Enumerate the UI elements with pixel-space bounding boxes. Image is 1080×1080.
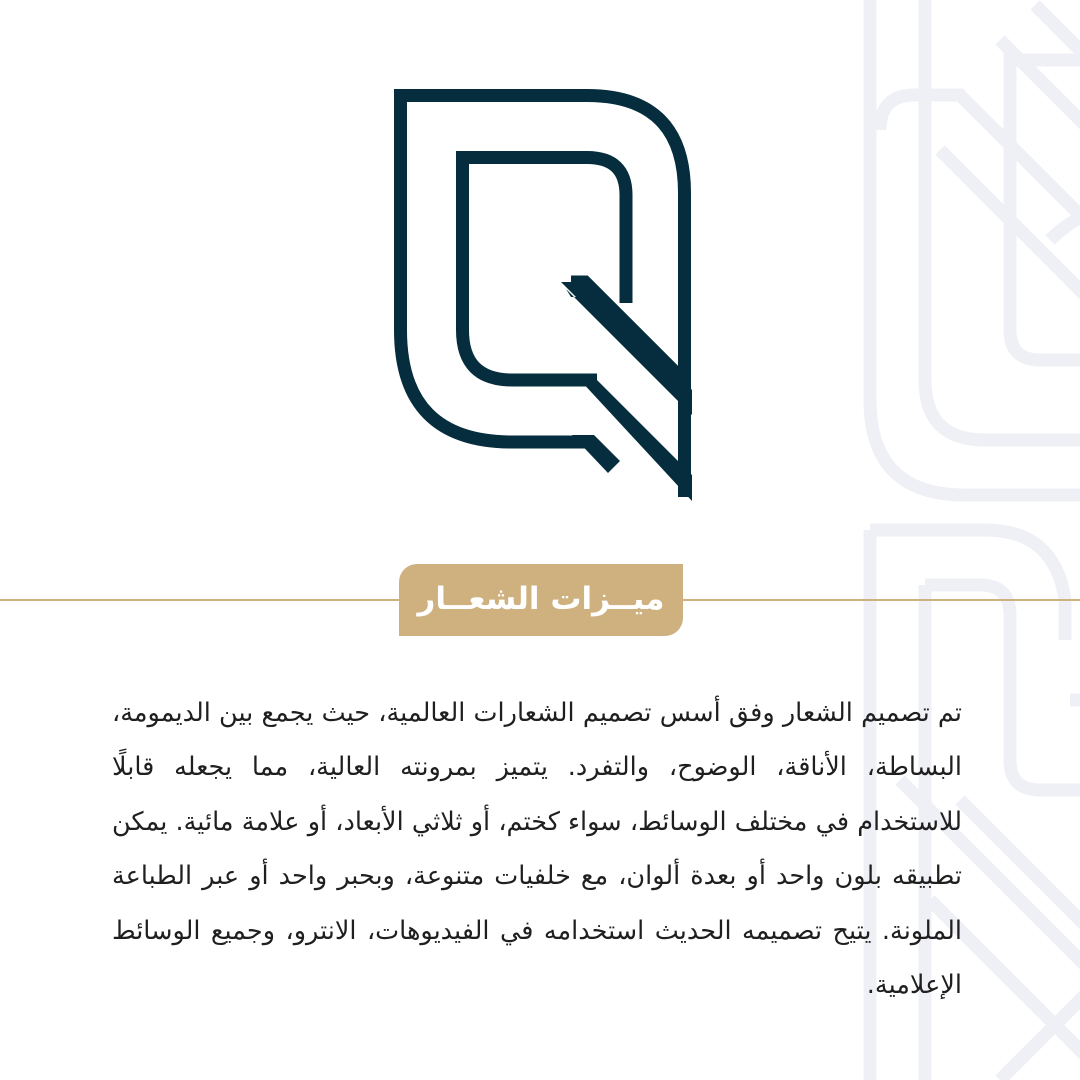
section-title: ميــزات الشعــار: [417, 580, 665, 617]
q-logo-icon: [390, 85, 695, 510]
divider-right: [682, 599, 1080, 601]
divider-left: [0, 599, 400, 601]
section-title-badge: [399, 564, 683, 636]
section-body-text: تم تصميم الشعار وفق أسس تصميم الشعارات العالمية، حيث يجمع بين الديمومة، البساطة، الأناقة، الوضوح، والتفرد. يتميز بمرونته العالية، مما يجعله قابلًا للاستخدام في مختلف الوسائط، سواء كختم، أو ثلاثي الأبعاد، أو علامة مائية. يمكن تطبيقه بلون واحد أو بعدة ألوان، مع خلفيات متنوعة، وبحبر واحد أو عبر الطباعة الملونة. يتيح تصميمه الحديث استخدامه في الفيديوهات، الانترو، وجميع الوسائط الإعلامية.: [112, 697, 962, 1000]
